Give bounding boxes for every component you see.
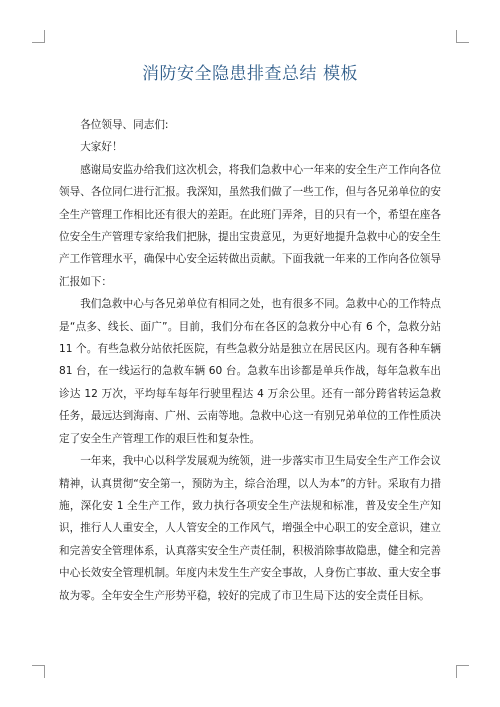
document-body [59,114,441,607]
crop-mark-top-left [32,30,45,43]
paragraph-2: 我们急救中心与各兄弟单位有相同之处，也有很多不同。急救中心的工作特点是“点多、线长、面广”。目前，我们分布在各区的急救分中心有 6 个，急救分站 11 个。有些急救分站依托医院，有些急救分站是独立在居民区内。现有各种车辆 81 台，在一线运行的急救车辆 60 台。急救车出诊都是单兵作战，每年急救车出诊达 12 万次，平均每车每年行驶里程达 4 万余公里。还有一部分跨省转运急救任务，最远达到海南、广州、云南等地。急救中心这一有别兄弟单位的工作性质决定了安全生产管理工作的艰巨性和复杂性。 [59,298,441,445]
paragraph-1: 感谢局安监办给我们这次机会，将我们急救中心一年来的安全生产工作向各位领导、各位同仁进行汇报。我深知，虽然我们做了一些工作，但与各兄弟单位的安全生产管理工作相比还有很大的差距。在此班门弄斧，目的只有一个，希望在座各位安全生产管理专家给我们把脉，提出宝贵意见，为更好地提升急救中心的安全生产工作管理水平，确保中心安全运转做出贡献。下面我就一年来的工作向各位领导汇报如下： [59,163,441,288]
document-title: 消防安全隐患排查总结 模板 [142,64,358,84]
crop-mark-bottom-left [32,665,45,678]
salutation: 各位领导、同志们: [80,119,169,131]
crop-mark-bottom-right [456,665,469,678]
crop-mark-top-right [456,30,469,43]
paragraph-3: 一年来，我中心以科学发展观为统领，进一步落实市卫生局安全生产工作会议精神，认真贯彻“安全第一，预防为主，综合治理，以人为本”的方针。采取有力措施，深化安 1 全生产工作，致力执行各项安全生产法规和标准，普及安全生产知识，推行人人重安全，人人管安全的工作风气，增强全中心职工的安全意识，建立和完善安全管理体系，认真落实安全生产责任制，积极消除事故隐患，健全和完善中心长效安全管理机制。年度内未发生生产安全事故，人身伤亡事故、重大安全事故为零。全年安全生产形势平稳，较好的完成了市卫生局下达的安全责任目标。 [59,455,441,602]
greeting: 大家好！ [80,141,123,154]
